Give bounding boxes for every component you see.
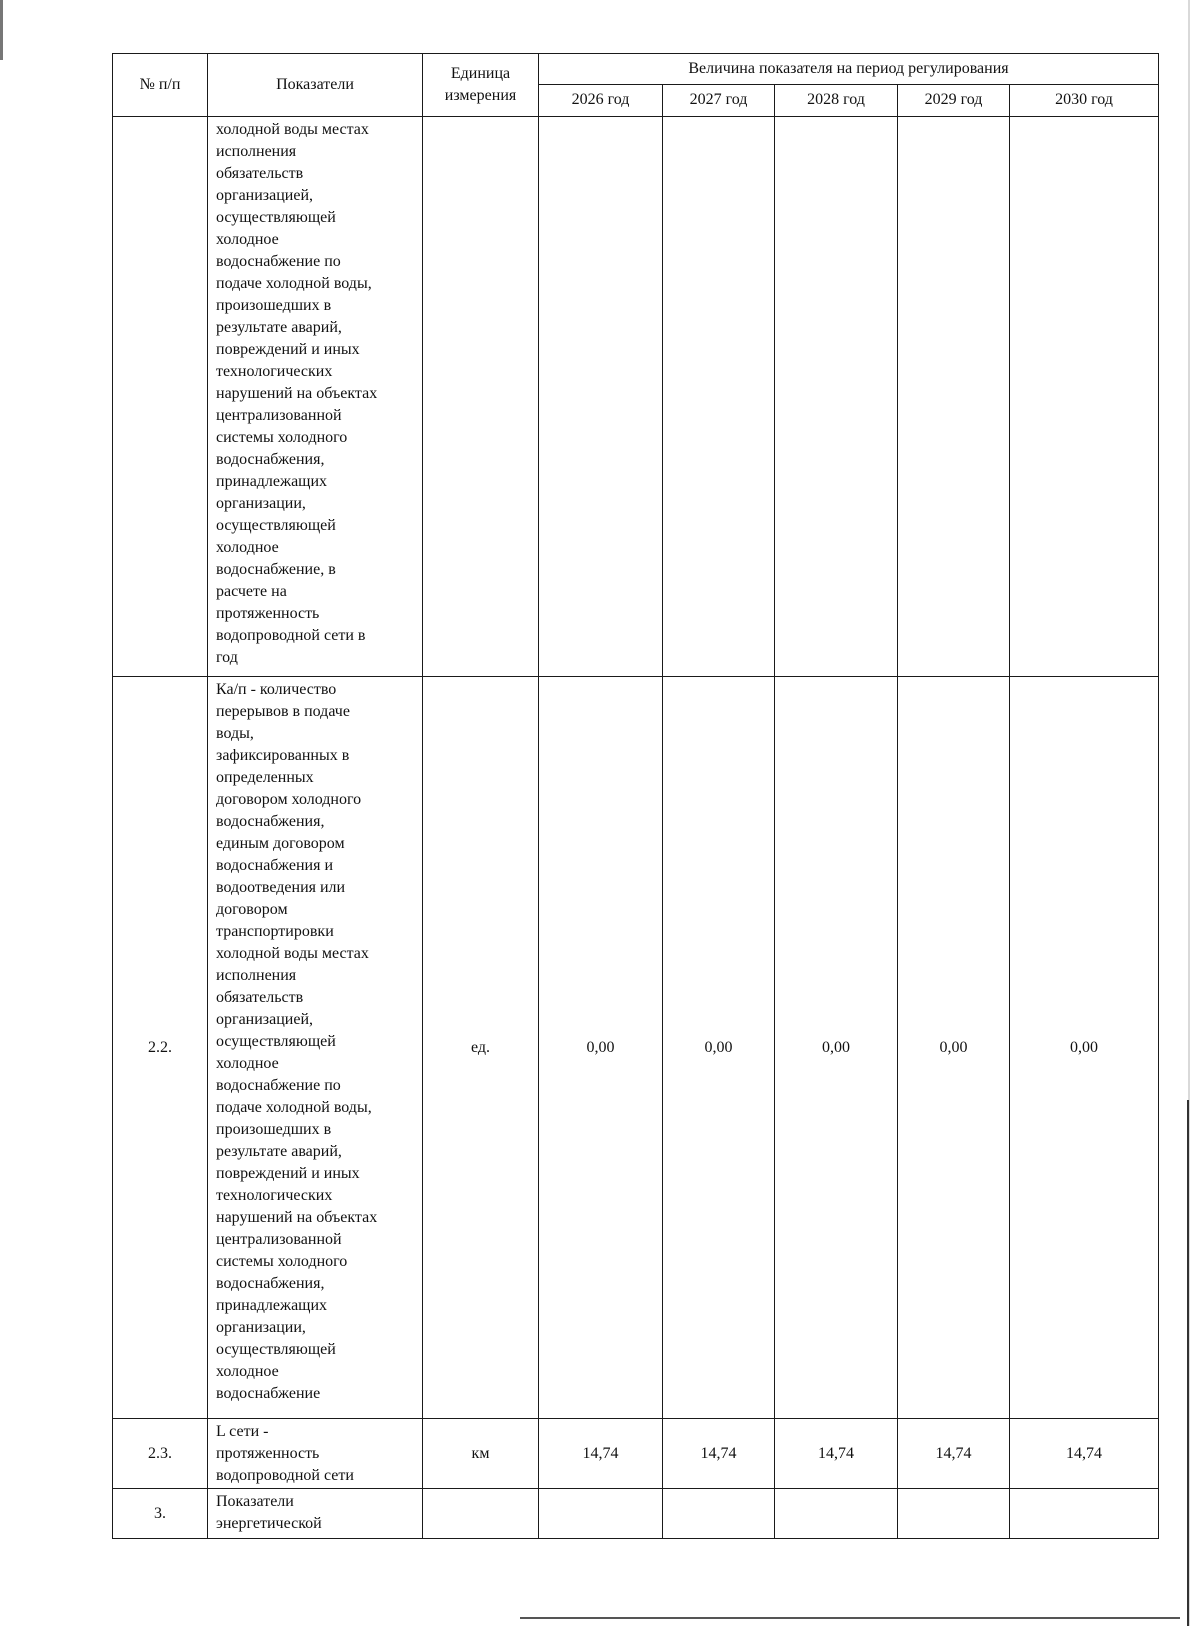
row-unit: [423, 1489, 539, 1539]
row-value: [1010, 1489, 1159, 1539]
row-unit: км: [423, 1419, 539, 1489]
header-year: 2030 год: [1010, 84, 1159, 116]
scan-edge-dark: [1187, 1100, 1189, 1626]
row-value: 0,00: [663, 677, 775, 1419]
row-unit: ед.: [423, 677, 539, 1419]
row-value: [775, 1489, 898, 1539]
header-period: Величина показателя на период регулирования: [539, 54, 1159, 85]
row-value: 14,74: [1010, 1419, 1159, 1489]
row-indicator: Ка/п - количество перерывов в подаче воды, зафиксированных в определенных договором холодного водоснабжения, единым договором водоснабжения и водоотведения или договором транспортировки холодной воды местах исполнения обязательств организацией, осуществляющей холодное водоснабжение по подаче холодной воды, произошедших в результате аварий, повреждений и иных технологических нарушений на объектах централизованной системы холодного водоснабжения, принадлежащих организации, осуществляющей холодное водоснабжение: [208, 677, 423, 1419]
row-indicator: Показатели энергетической: [208, 1489, 423, 1539]
header-year: 2027 год: [663, 84, 775, 116]
row-value: 14,74: [775, 1419, 898, 1489]
row-indicator: L сети - протяженность водопроводной сети: [208, 1419, 423, 1489]
table-row: [113, 677, 1159, 1419]
row-value: [1010, 117, 1159, 677]
indicators-table: [112, 53, 1159, 1539]
row-value: [898, 117, 1010, 677]
header-unit: Единица измерения: [423, 54, 539, 117]
row-number: 2.3.: [113, 1419, 208, 1489]
row-value: 0,00: [539, 677, 663, 1419]
row-value: [539, 117, 663, 677]
row-value: [775, 117, 898, 677]
row-number: 2.2.: [113, 677, 208, 1419]
table-row: [113, 117, 1159, 677]
scan-edge-mark: [0, 0, 3, 60]
row-value: [663, 117, 775, 677]
table-row: [113, 1419, 1159, 1489]
table-row: [113, 1489, 1159, 1539]
row-indicator: холодной воды местах исполнения обязательств организацией, осуществляющей холодное водоснабжение по подаче холодной воды, произошедших в результате аварий, повреждений и иных технологических нарушений на объектах централизованной системы холодного водоснабжения, принадлежащих организации, осуществляющей холодное водоснабжение, в расчете на протяженность водопроводной сети в год: [208, 117, 423, 677]
row-unit: [423, 117, 539, 677]
row-value: 14,74: [539, 1419, 663, 1489]
row-value: 14,74: [663, 1419, 775, 1489]
header-no: № п/п: [113, 54, 208, 117]
row-value: [898, 1489, 1010, 1539]
row-value: 0,00: [775, 677, 898, 1419]
header-year: 2026 год: [539, 84, 663, 116]
row-value: 0,00: [1010, 677, 1159, 1419]
row-number: [113, 117, 208, 677]
header-row-top: [113, 54, 1159, 85]
row-value: 14,74: [898, 1419, 1010, 1489]
header-year: 2029 год: [898, 84, 1010, 116]
header-indicator: Показатели: [208, 54, 423, 117]
row-value: [539, 1489, 663, 1539]
row-value: 0,00: [898, 677, 1010, 1419]
row-value: [663, 1489, 775, 1539]
scan-bottom-line: [520, 1617, 1180, 1619]
row-number: 3.: [113, 1489, 208, 1539]
header-year: 2028 год: [775, 84, 898, 116]
